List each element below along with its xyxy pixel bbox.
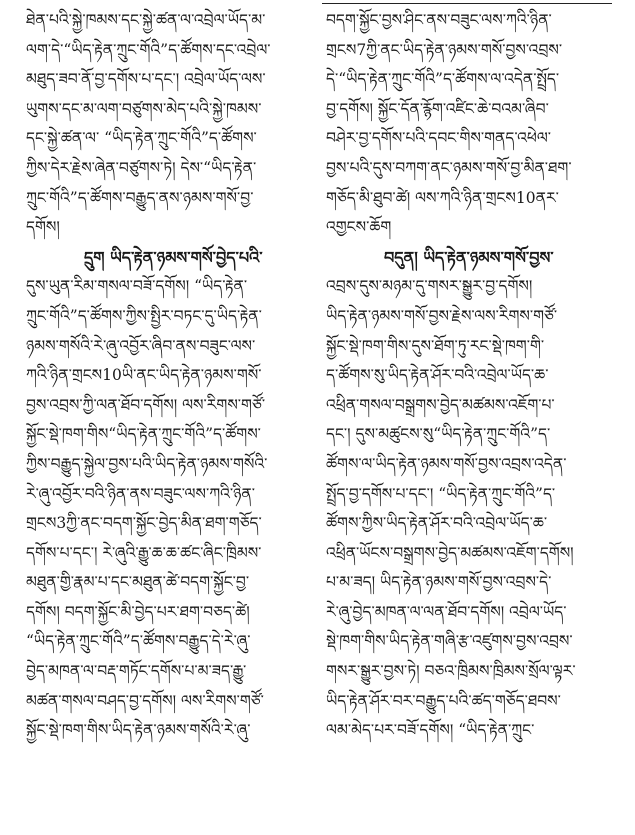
text-line: ཀྲུང་གོའི”ད་ཚོགས་བརྒྱུད་ནས་ཉམས་གསོ་བྱ་ bbox=[26, 188, 254, 207]
text-line: འཕྲིན་ཡོངས་བསྒྲགས་བྱེད་མཚམས་འཇོག་དགོས། bbox=[326, 543, 574, 562]
text-line: ལག་དེ་“ཡིད་རྟེན་ཀྲུང་གོའི”ད་ཚོགས་དང་འབྲེལ་ bbox=[26, 40, 271, 59]
text-line: གཅོད་མི་ཐུབ་ཚེ། ལས་ཀའི་ཉིན་གྲངས10ནར་ bbox=[326, 188, 559, 207]
text-line: ལམ་མེད་པར་བཟོ་དགོས། “ཡིད་རྟེན་ཀྲུང་ bbox=[326, 721, 535, 740]
text-line: ཚོགས་ལ་ཡིད་རྟེན་ཉམས་གསོ་བྱས་འབྲས་འདེན་ bbox=[326, 454, 567, 473]
text-line: ཉམས་གསོའི་རེ་ཞུ་འབྱོར་ཞིབ་ནས་བཟུང་ལས་ bbox=[26, 336, 256, 355]
text-line: ཀའི་ཉིན་གྲངས10ཡི་ནང་ཡིད་རྟེན་ཉམས་གསོ་ bbox=[26, 366, 262, 385]
text-line: བདག་སྐྱོང་བྱས་ཤིང་ནས་བཟུང་ལས་ཀའི་ཉིན་ bbox=[326, 11, 552, 29]
text-line: སྐྱོང་སྡེ་ཁག་གིས“ཡིད་རྟེན་ཀྲུང་གོའི”ད་ཚོགས་ bbox=[26, 425, 261, 444]
text-line: དུས་ཡུན་རིམ་གསལ་བཟོ་དགོས། “ཡིད་རྟེན་ bbox=[26, 277, 248, 296]
text-line: འབྲས་དུས་མཉམ་དུ་གསར་སྒྱུར་བྱ་དགོས། bbox=[326, 277, 533, 296]
text-line: འགྱངས་ཆོག bbox=[326, 218, 392, 237]
text-line: བྱས་འབྲས་ཀྱི་ལན་ཐོབ་དགོས། ལས་རིགས་གཙོ་ bbox=[26, 395, 266, 414]
text-line: འཕྲིན་གསལ་བསྒྲགས་བྱེད་མཚམས་འཇོག་པ་ bbox=[326, 395, 555, 414]
text-line: གསར་སྒྱུར་བྱས་ཏེ། བཅའ་ཁྲིམས་ཁྲིམས་སྲོལ་ལྟར་ bbox=[326, 662, 576, 681]
text-line: མཐུད་ཟབ་ནོ་བྱ་དགོས་པ་དང་། འབྲེལ་ཡོད་ལས་ bbox=[26, 70, 266, 89]
text-line: དགོས། བདག་སྐྱོང་མི་བྱེད་པར་ཐག་བཅད་ཚེ། bbox=[26, 602, 250, 621]
text-line: དང་། དུས་མཚུངས་སུ“ཡིད་རྟེན་ཀྲུང་གོའི”ད་ bbox=[326, 425, 551, 444]
right-column bbox=[326, 6, 616, 746]
text-line: དང་སྐྱེ་ཚན་ལ་ “ཡིད་རྟེན་ཀྲུང་གོའི”ད་ཚོགས་ bbox=[26, 129, 257, 148]
text-line: མཚན་གསལ་བཤད་བྱ་དགོས། ལས་རིགས་གཙོ་ bbox=[26, 691, 264, 710]
text-line: ད་ཚོགས་སུ་ཡིད་རྟེན་ཤོར་བའི་འབྲེལ་ཡོད་ཆ་ bbox=[326, 366, 549, 385]
text-line: སྐྱོང་སྡེ་ཁག་གིས་དུས་ཐོག་ཏུ་རང་སྡེ་ཁག་གི་ bbox=[326, 336, 545, 355]
text-line: “ཡིད་རྟེན་ཀྲུང་གོའི”ད་ཚོགས་བརྒྱུད་དེ་རེ་ཞུ་ bbox=[26, 632, 251, 651]
text-line: བྱས་པའི་དུས་བཀག་ནང་ཉམས་གསོ་བྱ་མིན་ཐག་ bbox=[326, 158, 572, 177]
top-rule bbox=[322, 3, 612, 4]
text-line: ཚོགས་ཀྱིས་ཡིད་རྟེན་ཤོར་བའི་འབྲེལ་ཡོད་ཆ་ bbox=[326, 514, 548, 533]
text-line: ཡིད་རྟེན་ཤོར་བར་བརྒྱུད་པའི་ཚད་གཅོད་ཐབས་ bbox=[326, 691, 561, 710]
text-line: ཡུགས་དང་མ་ལག་བཙུགས་མེད་པའི་སྐྱེ་ཁམས་ bbox=[26, 99, 262, 118]
text-line: པ་མ་ཟད། ཡིད་རྟེན་ཉམས་གསོ་བྱས་འབྲས་དེ་ bbox=[326, 573, 552, 592]
text-line: ཐེན་པའི་སྐྱེ་ཁམས་དང་སྐྱེ་ཚན་ལ་འབྲེལ་ཡོད་མ་ bbox=[26, 11, 266, 29]
left-column bbox=[26, 6, 316, 746]
text-line: བཤེར་བྱ་དགོས་པའི་དབང་གིས་གནད་འཕེལ་ bbox=[326, 129, 552, 148]
text-line: དེ་“ཡིད་རྟེན་ཀྲུང་གོའི”ད་ཚོགས་ལ་འདེན་སྤྲོད་ bbox=[326, 70, 560, 89]
text-line: ཀྱིས་བརྒྱུད་སྐྱེལ་བྱས་པའི་ཡིད་རྟེན་ཉམས་གསོའི་ bbox=[26, 454, 268, 473]
text-line: སྤྲོད་བྱ་དགོས་པ་དང་། “ཡིད་རྟེན་ཀྲུང་གོའི”ད་ bbox=[326, 484, 556, 503]
text-line: བྱ་དགོས། སྐྱོང་དོན་རྙོག་འཛིང་ཆེ་བའམ་ཞིབ་ bbox=[326, 99, 549, 118]
text-line: ཀྲུང་གོའི”ད་ཚོགས་ཀྱིས་སྤྱིར་བཏང་དུ་ཡིད་རྟེན་ bbox=[26, 306, 262, 325]
text-line: སྐྱོང་སྡེ་ཁག་གིས་ཡིད་རྟེན་ཉམས་གསོའི་རེ་ཞུ་ bbox=[26, 721, 251, 740]
text-line: ཡིད་རྟེན་ཉམས་གསོ་བྱས་རྗེས་ལས་རིགས་གཙོ་ bbox=[326, 306, 558, 325]
section-heading: དྲུག ཡིད་རྟེན་ཉམས་གསོ་བྱེད་པའི་ bbox=[84, 247, 263, 267]
text-line: མཐུན་གྱི་རྣམ་པ་དང་མཐུན་ཚེ་བདག་སྐྱོང་བྱ་ bbox=[26, 573, 250, 592]
section-heading: བདུན། ཡིད་རྟེན་ཉམས་གསོ་བྱས་ bbox=[384, 247, 554, 267]
text-line: གྲངས7ཀྱི་ནང་ཡིད་རྟེན་ཉམས་གསོ་བྱས་འབྲས་ bbox=[326, 40, 563, 59]
text-line: སྡེ་ཁག་གིས་ཡིད་རྟེན་གཞི་རྩ་འཛུགས་བྱས་འབྲས་ bbox=[326, 632, 573, 651]
text-line: རེ་ཞུ་བྱེད་མཁན་ལ་ལན་ཐོབ་དགོས། འབྲེལ་ཡོད་ bbox=[326, 602, 567, 621]
text-line: བྱེད་མཁན་ལ་བརྡ་གཏོང་དགོས་པ་མ་ཟད་རྒྱུ་ bbox=[26, 662, 247, 681]
text-line: ཀྱིས་དེར་རྗེས་ཞེན་བཙུགས་ཏེ། དེས་“ཡིད་རྟེན་ bbox=[26, 158, 257, 177]
text-line: རེ་ཞུ་འབྱོར་བའི་ཉིན་ནས་བཟུང་ལས་ཀའི་ཉིན་ bbox=[26, 484, 256, 503]
text-line: གྲངས3ཀྱི་ནང་བདག་སྐྱོང་བྱེད་མིན་ཐག་གཅོད་ bbox=[26, 514, 262, 533]
text-line: དགོས་པ་དང་། རེ་ཞུའི་རྒྱུ་ཆ་ཆ་ཚང་ཞིང་ཁྲིམས་ bbox=[26, 543, 262, 562]
text-line: དགོས། bbox=[26, 218, 60, 237]
